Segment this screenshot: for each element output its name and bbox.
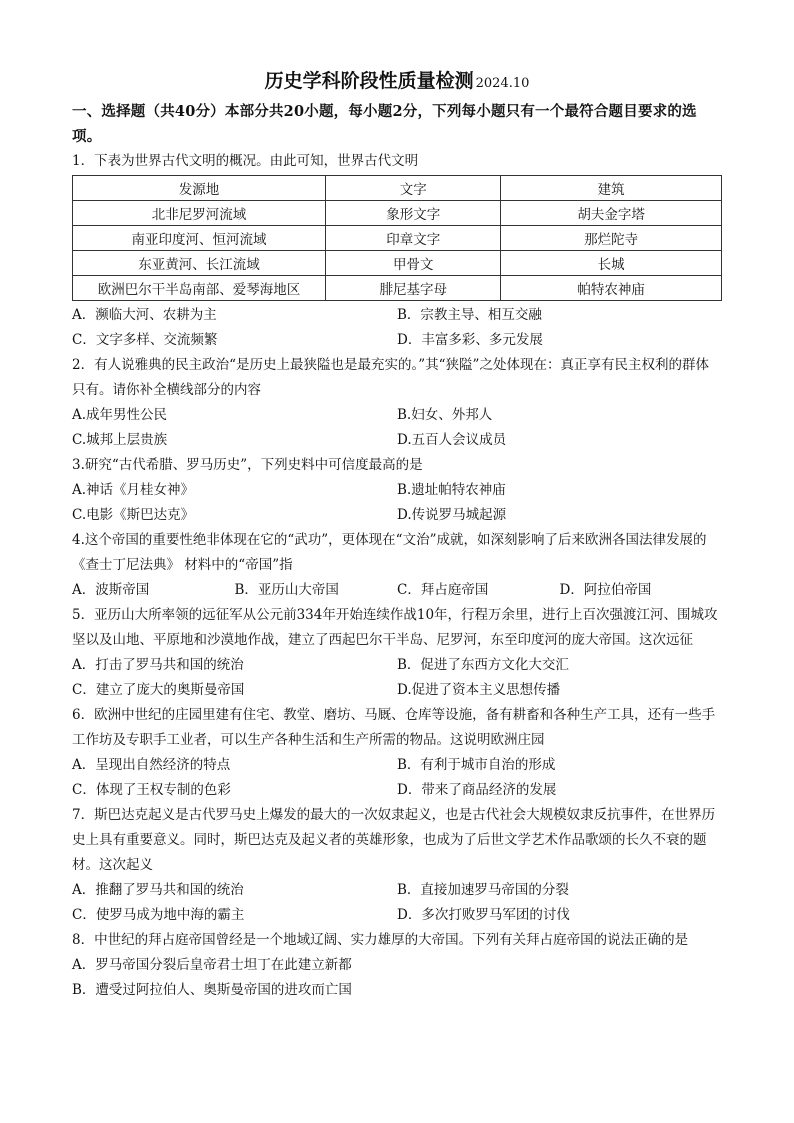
- table-header: 文字: [326, 176, 501, 201]
- option-d[interactable]: D．带来了商品经济的发展: [397, 782, 557, 798]
- question-stem: 3.研究“古代希腊、罗马历史”，下列史料中可信度最高的是: [72, 457, 423, 473]
- option-a[interactable]: A．打击了罗马共和国的统治: [72, 657, 244, 673]
- options-group: [72, 478, 722, 528]
- option-b[interactable]: B．促进了东西方文化大交汇: [397, 657, 569, 673]
- option-d[interactable]: D．多次打败罗马军团的讨伐: [397, 907, 570, 923]
- page-title: [72, 66, 722, 99]
- table-header: 建筑: [501, 176, 722, 201]
- exam-date: 2024.10: [475, 76, 530, 91]
- option-a[interactable]: A．推翻了罗马共和国的统治: [72, 882, 244, 898]
- options-group: [72, 653, 722, 703]
- options-group: [72, 878, 722, 928]
- table-cell: 那烂陀寺: [501, 226, 722, 251]
- option-a[interactable]: A．波斯帝国: [72, 582, 150, 598]
- options-group: [72, 303, 722, 353]
- question-stem: 6．欧洲中世纪的庄园里建有住宅、教堂、磨坊、马厩、仓库等设施，备有耕畜和各种生产工具，还有一些手工作坊及专职手工业者，可以生产各种生活和生产所需的物品。这说明欧洲庄园: [72, 707, 716, 748]
- table-cell: 东亚黄河、长江流域: [73, 251, 326, 276]
- table-header-row: [73, 176, 722, 201]
- table-cell: 长城: [501, 251, 722, 276]
- option-a[interactable]: A.成年男性公民: [72, 407, 168, 423]
- table-row: [73, 226, 722, 251]
- option-b[interactable]: B．遭受过阿拉伯人、奥斯曼帝国的进攻而亡国: [72, 982, 352, 998]
- table-cell: 胡夫金字塔: [501, 201, 722, 226]
- table-row: [73, 276, 722, 301]
- option-c[interactable]: C．体现了王权专制的色彩: [72, 782, 231, 798]
- question-8: [72, 928, 722, 1003]
- question-5: [72, 603, 722, 703]
- question-3: [72, 453, 722, 528]
- option-b[interactable]: B．直接加速罗马帝国的分裂: [397, 882, 569, 898]
- option-b[interactable]: B.遗址帕特农神庙: [397, 482, 506, 498]
- option-b[interactable]: B．宗教主导、相互交融: [397, 307, 542, 323]
- option-a[interactable]: A．濒临大河、农耕为主: [72, 307, 217, 323]
- question-2: [72, 353, 722, 453]
- table-cell: 印章文字: [326, 226, 501, 251]
- table-cell: 甲骨文: [326, 251, 501, 276]
- table-row: [73, 201, 722, 226]
- option-d[interactable]: D．阿拉伯帝国: [559, 582, 652, 598]
- options-group: [72, 953, 722, 1003]
- question-4: [72, 528, 722, 603]
- option-c[interactable]: C．使罗马成为地中海的霸主: [72, 907, 245, 923]
- title-text: 历史学科阶段性质量检测: [264, 70, 474, 92]
- option-b[interactable]: B．有利于城市自治的形成: [397, 757, 556, 773]
- civilization-table: [72, 175, 722, 301]
- table-cell: 北非尼罗河流域: [73, 201, 326, 226]
- option-a[interactable]: A.神话《月桂女神》: [72, 482, 195, 498]
- option-c[interactable]: C．文字多样、交流频繁: [72, 332, 218, 348]
- question-stem: 1．下表为世界古代文明的概况。由此可知，世界古代文明: [72, 153, 419, 169]
- table-cell: 欧洲巴尔干半岛南部、爱琴海地区: [73, 276, 326, 301]
- option-d[interactable]: D.促进了资本主义思想传播: [397, 682, 561, 698]
- question-stem: 5．亚历山大所率领的远征军从公元前334年开始连续作战10年，行程万余里，进行上百次强渡江河、围城攻坚以及山地、平原地和沙漠地作战，建立了西起巴尔干半岛、尼罗河，东至印度河的庞大帝国。这次远征: [72, 607, 718, 648]
- question-stem: 7．斯巴达克起义是古代罗马史上爆发的最大的一次奴隶起义，也是古代社会大规模奴隶反抗事件，在世界历史上具有重要意义。同时，斯巴达克及起义者的英雄形象，也成为了后世文学艺术作品歌颂的长久不衰的题材。这次起义: [72, 807, 716, 873]
- question-6: [72, 703, 722, 803]
- table-cell: 象形文字: [326, 201, 501, 226]
- option-c[interactable]: C．建立了庞大的奥斯曼帝国: [72, 682, 245, 698]
- question-7: [72, 803, 722, 928]
- question-stem: 8．中世纪的拜占庭帝国曾经是一个地域辽阔、实力雄厚的大帝国。下列有关拜占庭帝国的说法正确的是: [72, 932, 689, 948]
- table-cell: 帕特农神庙: [501, 276, 722, 301]
- option-c[interactable]: C.城邦上层贵族: [72, 432, 168, 448]
- table-header: 发源地: [73, 176, 326, 201]
- option-d[interactable]: D.传说罗马城起源: [397, 507, 507, 523]
- option-a[interactable]: A．呈现出自然经济的特点: [72, 757, 231, 773]
- question-stem: 2．有人说雅典的民主政治“是历史上最狭隘也是最充实的。”其“狭隘”之处体现在：真正享有民主权利的群体只有。请你补全横线部分的内容: [72, 357, 709, 398]
- options-group: [72, 578, 722, 603]
- question-1: [72, 149, 722, 353]
- options-group: [72, 753, 722, 803]
- option-b[interactable]: B．亚历山大帝国: [234, 582, 339, 598]
- option-b[interactable]: B.妇女、外邦人: [397, 407, 493, 423]
- option-a[interactable]: A．罗马帝国分裂后皇帝君士坦丁在此建立新都: [72, 957, 352, 973]
- section-heading: 一、选择题（共40分）本部分共20小题，每小题2分，下列每小题只有一个最符合题目要求的选项。: [72, 103, 697, 145]
- option-d[interactable]: D.五百人会议成员: [397, 432, 507, 448]
- table-cell: 南亚印度河、恒河流域: [73, 226, 326, 251]
- option-c[interactable]: C．拜占庭帝国: [397, 582, 489, 598]
- options-group: [72, 403, 722, 453]
- table-row: [73, 251, 722, 276]
- option-c[interactable]: C.电影《斯巴达克》: [72, 507, 195, 523]
- option-d[interactable]: D．丰富多彩、多元发展: [397, 332, 543, 348]
- table-cell: 腓尼基字母: [326, 276, 501, 301]
- question-stem: 4.这个帝国的重要性绝非体现在它的“武功”，更体现在“文治”成就，如深刻影响了后来欧洲各国法律发展的《查士丁尼法典》 材料中的“帝国”指: [72, 532, 707, 573]
